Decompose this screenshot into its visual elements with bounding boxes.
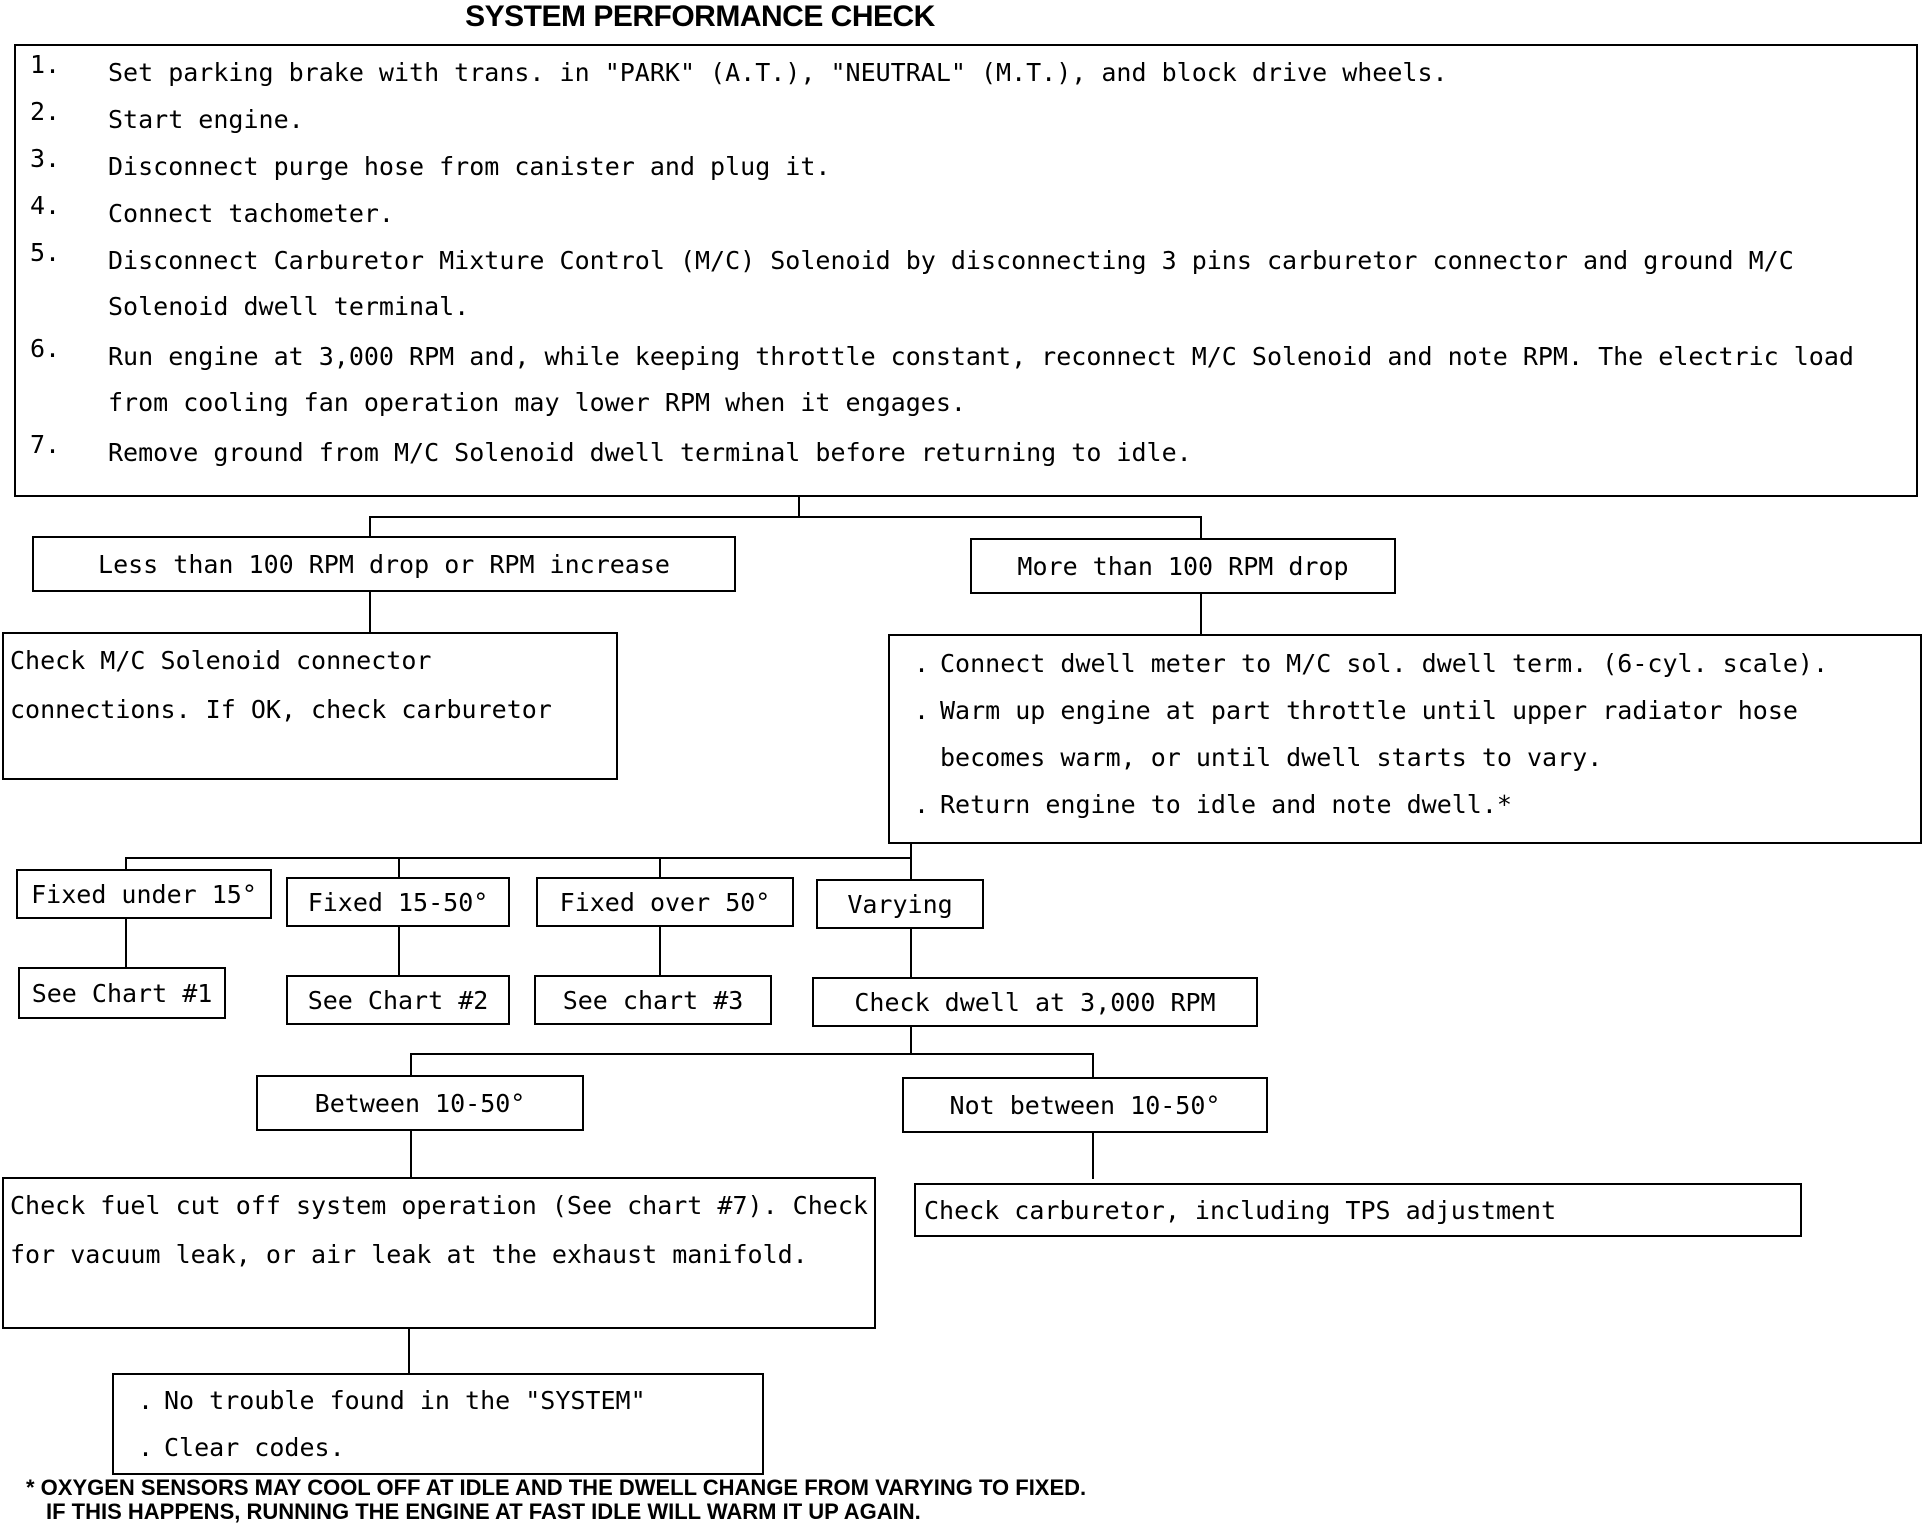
step-number: 1.: [30, 50, 61, 79]
step-text: Run engine at 3,000 RPM and, while keeping throttle constant, reconnect M/C Solenoid and note RPM. The electric load from cooling fan operation may lower RPM when it engages.: [108, 342, 1854, 417]
final-text: No trouble found in the "SYSTEM": [164, 1386, 646, 1415]
check-carburetor-tps-box: Check carburetor, including TPS adjustment: [914, 1183, 1802, 1237]
connector: [659, 857, 661, 879]
page-title: SYSTEM PERFORMANCE CHECK: [465, 0, 935, 33]
connector: [910, 1027, 912, 1055]
connector: [410, 1053, 1094, 1055]
connector: [398, 857, 400, 879]
check-dwell-3000-rpm-box: Check dwell at 3,000 RPM: [812, 977, 1258, 1027]
dwell-procedure-box: [888, 634, 1922, 844]
dwell-step-2: . Warm up engine at part throttle until upper radiator hose becomes warm, or until dwell starts to vary.: [914, 696, 1798, 772]
footnote-line-2: IF THIS HAPPENS, RUNNING THE ENGINE AT FAST IDLE WILL WARM IT UP AGAIN.: [46, 1499, 921, 1524]
connector: [410, 1131, 412, 1179]
more-than-100-rpm-drop-box: More than 100 RPM drop: [970, 538, 1396, 594]
step-number: 5.: [30, 238, 61, 267]
footnote-line-1: * OXYGEN SENSORS MAY COOL OFF AT IDLE AND THE DWELL CHANGE FROM VARYING TO FIXED.: [26, 1475, 1087, 1500]
dwell-step-text: Warm up engine at part throttle until upper radiator hose becomes warm, or until dwell starts to vary.: [940, 696, 1798, 772]
connector: [798, 497, 800, 517]
step-text: Disconnect Carburetor Mixture Control (M/C) Solenoid by disconnecting 3 pins carburetor connector and ground M/C Solenoid dwell terminal.: [108, 246, 1794, 321]
dwell-step-1: . Connect dwell meter to M/C sol. dwell term. (6-cyl. scale).: [914, 649, 1829, 678]
connector: [125, 857, 912, 859]
see-chart-1-box: See Chart #1: [18, 967, 226, 1019]
between-10-50-box: Between 10-50°: [256, 1075, 584, 1131]
connector: [910, 929, 912, 979]
step-number: 6.: [30, 334, 61, 363]
connector: [659, 927, 661, 977]
footnote: [26, 1476, 1086, 1524]
step-text: Connect tachometer.: [108, 199, 394, 228]
step-number: 2.: [30, 97, 61, 126]
connector: [398, 927, 400, 977]
final-line-2: . Clear codes.: [138, 1433, 345, 1462]
steps-box: [14, 44, 1918, 497]
step-number: 3.: [30, 144, 61, 173]
connector: [1200, 516, 1202, 540]
connector: [369, 592, 371, 634]
final-text: Clear codes.: [164, 1433, 345, 1462]
check-mc-solenoid-box: Check M/C Solenoid connector connections. If OK, check carburetor: [2, 632, 618, 780]
step-number: 4.: [30, 191, 61, 220]
connector: [1092, 1133, 1094, 1179]
dwell-step-text: Connect dwell meter to M/C sol. dwell term. (6-cyl. scale).: [940, 649, 1829, 678]
final-line-1: . No trouble found in the "SYSTEM": [138, 1386, 646, 1415]
check-fuel-cutoff-box: Check fuel cut off system operation (See chart #7). Check for vacuum leak, or air leak at the exhaust manifold.: [2, 1177, 876, 1329]
less-than-100-rpm-drop-box: Less than 100 RPM drop or RPM increase: [32, 536, 736, 592]
final-box: [112, 1373, 764, 1475]
connector: [910, 857, 912, 881]
fixed-15-50-box: Fixed 15-50°: [286, 877, 510, 927]
dwell-step-3: . Return engine to idle and note dwell.*: [914, 790, 1512, 819]
connector: [125, 919, 127, 969]
step-text: Set parking brake with trans. in "PARK" (A.T.), "NEUTRAL" (M.T.), and block drive wheels.: [108, 58, 1448, 87]
connector: [1092, 1053, 1094, 1079]
varying-box: Varying: [816, 879, 984, 929]
step-text: Start engine.: [108, 105, 304, 134]
step-text: Remove ground from M/C Solenoid dwell terminal before returning to idle.: [108, 438, 1192, 467]
connector: [910, 844, 912, 858]
connector: [1200, 594, 1202, 636]
connector: [369, 516, 371, 538]
see-chart-3-box: See chart #3: [534, 975, 772, 1025]
fixed-over-50-box: Fixed over 50°: [536, 877, 794, 927]
connector: [408, 1329, 410, 1375]
not-between-10-50-box: Not between 10-50°: [902, 1077, 1268, 1133]
dwell-step-text: Return engine to idle and note dwell.*: [940, 790, 1512, 819]
connector: [410, 1053, 412, 1077]
fixed-under-15-box: Fixed under 15°: [16, 869, 272, 919]
see-chart-2-box: See Chart #2: [286, 975, 510, 1025]
connector: [369, 516, 1202, 518]
step-text: Disconnect purge hose from canister and plug it.: [108, 152, 831, 181]
step-number: 7.: [30, 430, 61, 459]
